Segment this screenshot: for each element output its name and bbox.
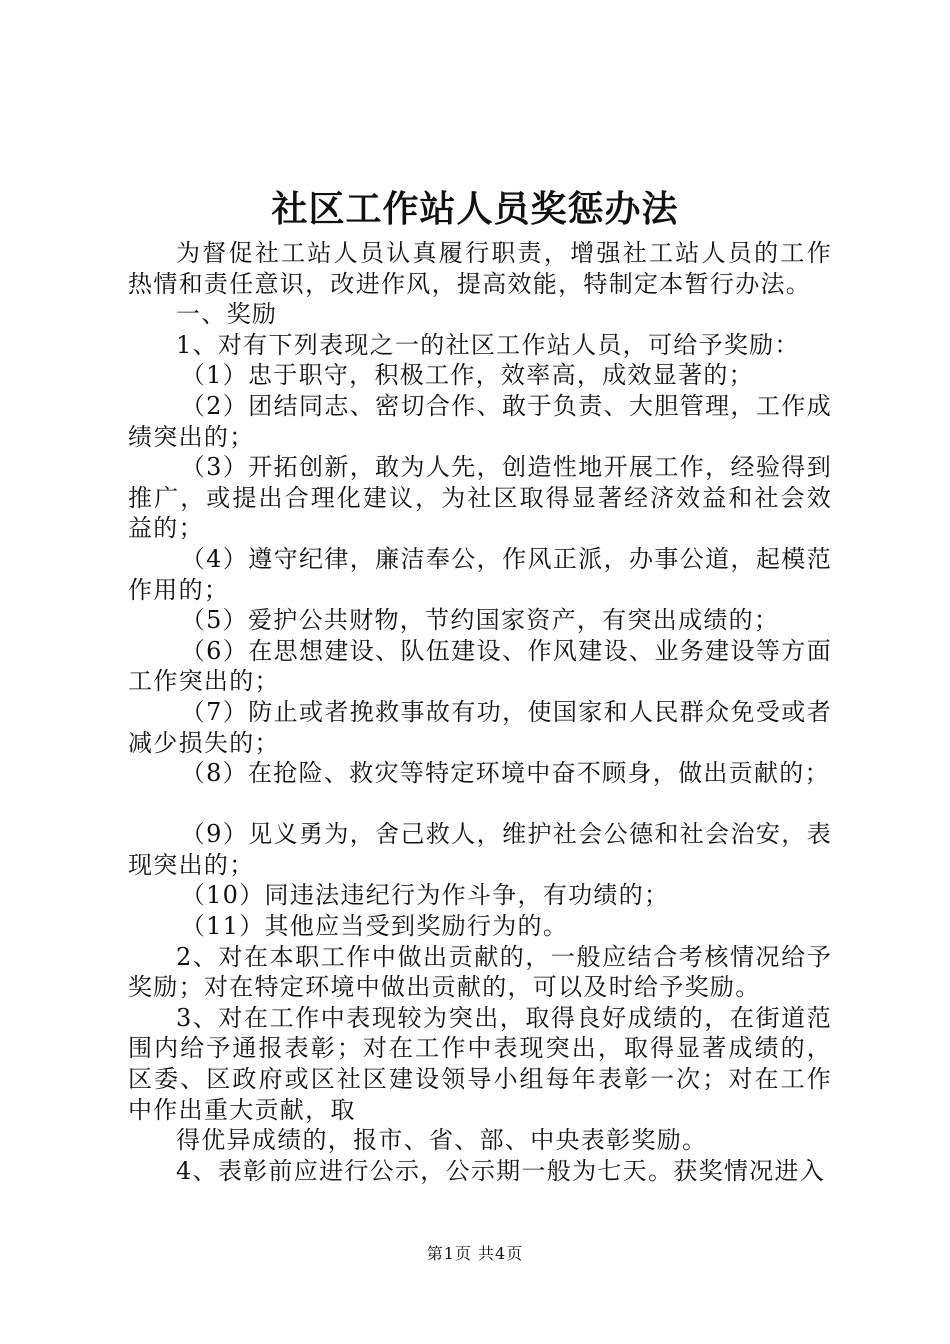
clause-paragraph: 2、对在本职工作中做出贡献的，一般应结合考核情况给予奖励；对在特定环境中做出贡献的，可以及时给予奖励。 [128, 942, 832, 1002]
list-item: （3）开拓创新，敢为人先，创造性地开展工作，经验得到推广，或提出合理化建议，为社区取得显著经济效益和社会效益的； [128, 453, 832, 543]
clause-paragraph: 4、表彰前应进行公示，公示期一般为七天。获奖情况进入 [176, 1156, 826, 1185]
continuation-paragraph: 得优异成绩的，报市、省、部、中央表彰奖励。 [176, 1126, 708, 1155]
clause-paragraph: 3、对在工作中表现较为突出，取得良好成绩的，在街道范围内给予通报表彰；对在工作中表现突出，取得显著成绩的，区委、区政府或区社区建设领导小组每年表彰一次；对在工作中作出重大贡献，取 [128, 1003, 832, 1124]
list-item: （9）见义勇为，舍己救人，维护社会公德和社会治安，表现突出的； [128, 820, 832, 879]
page-number: 第1页 共4页 [426, 1244, 524, 1263]
list-item: （4）遵守纪律，廉洁奉公，作风正派，办事公道，起模范作用的； [128, 544, 832, 604]
blank-line [128, 789, 832, 820]
list-item: （2）团结同志、密切合作、敢于负责、大胆管理，工作成绩突出的； [128, 391, 832, 451]
intro-paragraph: 为督促社工站人员认真履行职责，增强社工站人员的工作热情和责任意识，改进作风，提高效能，特制定本暂行办法。 [128, 239, 832, 298]
list-item: （10）同违法违纪行为作斗争，有功绩的； [180, 881, 670, 910]
clause-paragraph: 1、对有下列表现之一的社区工作站人员，可给予奖励： [176, 330, 800, 359]
list-item: （6）在思想建设、队伍建设、作风建设、业务建设等方面工作突出的； [128, 636, 832, 696]
document-title: 社区工作站人员奖惩办法 [271, 188, 679, 230]
list-item: （5）爱护公共财物，节约国家资产，有突出成绩的； [180, 606, 780, 635]
list-item: （7）防止或者挽救事故有功，使国家和人民群众免受或者减少损失的； [128, 697, 832, 757]
list-item: （8）在抢险、救灾等特定环境中奋不顾身，做出贡献的； [180, 759, 830, 788]
list-item: （11）其他应当受到奖励行为的。 [180, 912, 569, 941]
list-item: （1）忠于职守，积极工作，效率高，成效显著的； [180, 361, 754, 390]
section-heading-rewards: 一、奖励 [176, 300, 278, 329]
document-body [128, 238, 832, 1186]
